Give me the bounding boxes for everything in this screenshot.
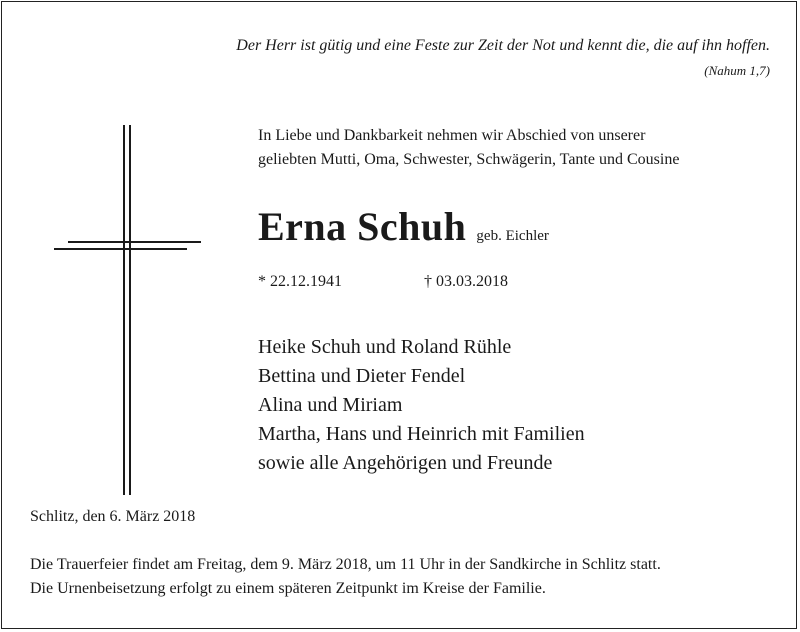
- mourner-line: Martha, Hans und Heinrich mit Familien: [258, 423, 585, 445]
- mourner-line: Alina und Miriam: [258, 394, 403, 416]
- funeral-info: [30, 553, 661, 601]
- intro-text: [258, 124, 679, 172]
- deceased-name-row: [258, 203, 549, 250]
- maiden-name: geb. Eichler: [476, 228, 549, 244]
- verse-reference: (Nahum 1,7): [704, 63, 770, 78]
- funeral-line-1: Die Trauerfeier findet am Freitag, dem 9. März 2018, um 11 Uhr in der Sandkirche in Schlitz statt.: [30, 556, 661, 573]
- double-line-cross-icon: [50, 125, 210, 495]
- birth-date: * 22.12.1941: [258, 273, 342, 290]
- mourner-line: Heike Schuh und Roland Rühle: [258, 336, 512, 358]
- bible-verse: Der Herr ist gütig und eine Feste zur Zeit der Not und kennt die, die auf ihn hoffen.: [236, 37, 770, 54]
- death-date: † 03.03.2018: [424, 273, 508, 290]
- place-date: Schlitz, den 6. März 2018: [30, 508, 196, 525]
- intro-line-2: geliebten Mutti, Oma, Schwester, Schwägerin, Tante und Cousine: [258, 151, 680, 168]
- funeral-line-2: Die Urnenbeisetzung erfolgt zu einem späteren Zeitpunkt im Kreise der Familie.: [30, 580, 546, 597]
- mourners-list: [258, 333, 585, 478]
- intro-line-1: In Liebe und Dankbarkeit nehmen wir Abschied von unserer: [258, 127, 646, 144]
- mourner-line: sowie alle Angehörigen und Freunde: [258, 452, 553, 474]
- deceased-name: Erna Schuh: [258, 204, 467, 249]
- mourner-line: Bettina und Dieter Fendel: [258, 365, 466, 387]
